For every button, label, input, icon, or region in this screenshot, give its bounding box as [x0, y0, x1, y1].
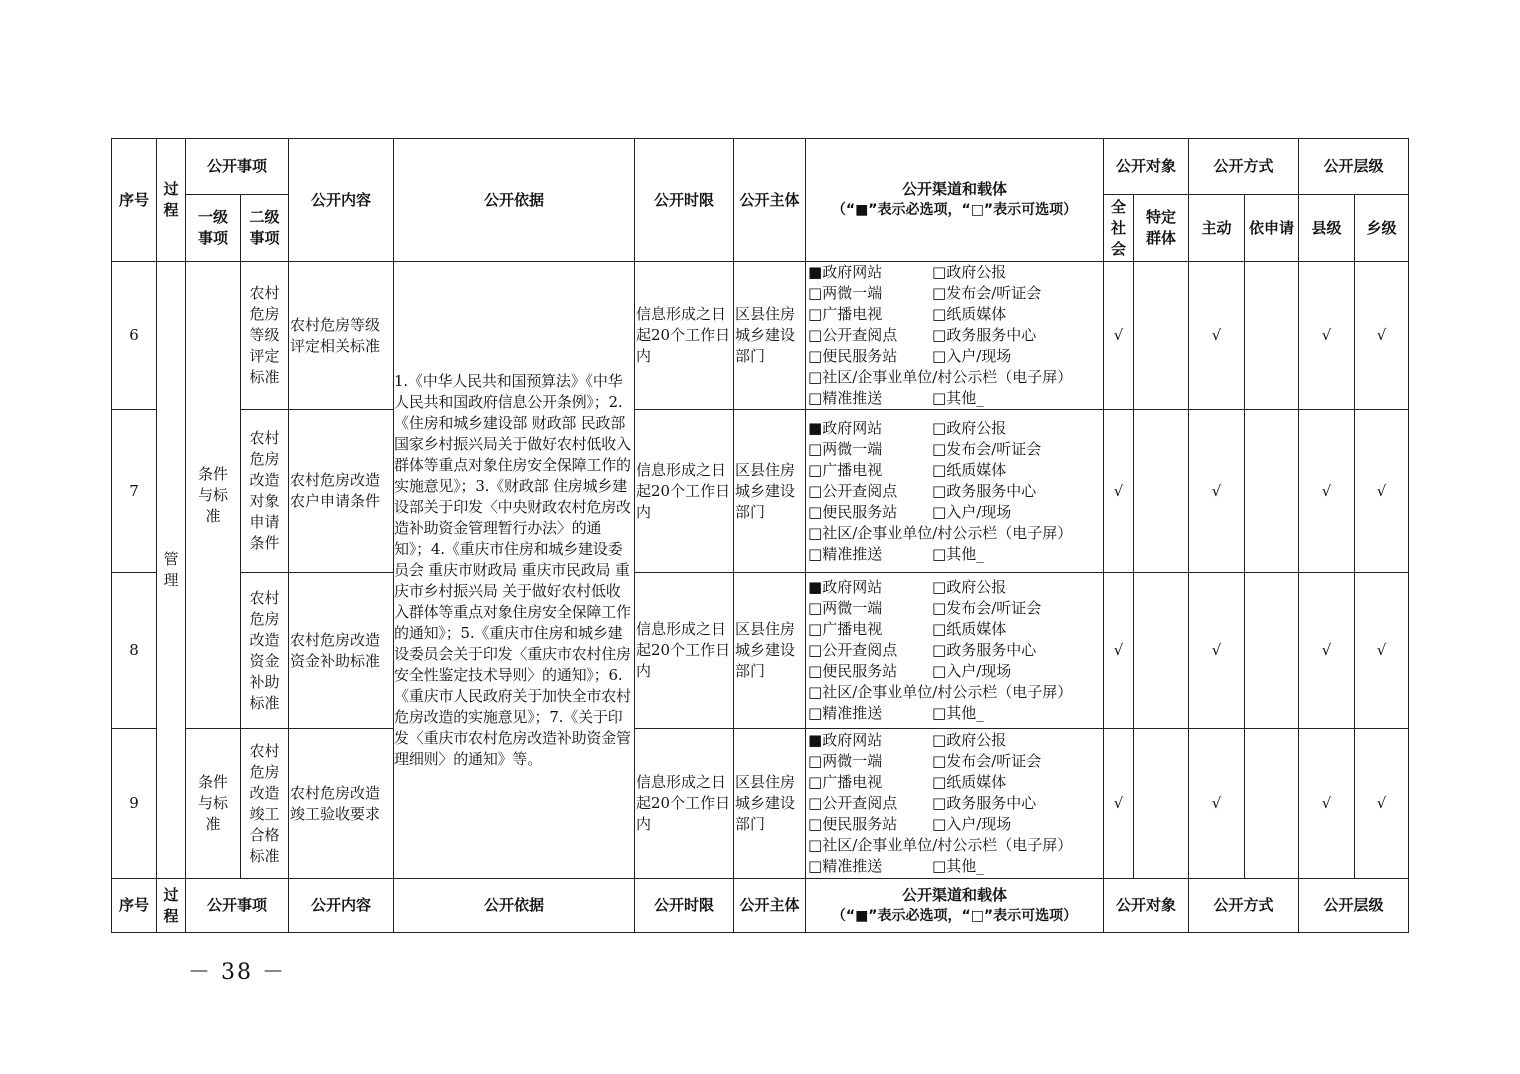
row-target-all: √: [1104, 410, 1134, 573]
header-content: 公开内容: [289, 139, 394, 262]
footer-subject: 公开主体: [734, 879, 806, 933]
row-seq: 7: [112, 410, 157, 573]
channel-option: □公开查阅点: [808, 794, 898, 812]
row-level-county: √: [1299, 262, 1355, 410]
table-row: [112, 410, 1409, 573]
row-seq: 9: [112, 729, 157, 879]
row-level2: [241, 410, 289, 573]
channel-option: □入户/现场: [932, 502, 1012, 521]
channel-option: □政府公报: [932, 418, 1007, 437]
footer-level: 公开层级: [1299, 879, 1409, 933]
header-method-active: 主动: [1189, 195, 1245, 262]
row-time-limit: 信息形成之日起20个工作日内: [635, 729, 734, 879]
row-time-limit: 信息形成之日起20个工作日内: [635, 410, 734, 573]
channel-option-row: [808, 325, 1103, 346]
header-subject: 公开主体: [734, 139, 806, 262]
row-content: 农村危房等级评定相关标准: [289, 262, 394, 410]
channel-option: □公开查阅点: [808, 481, 898, 500]
level1-text-a: 条件与标准: [197, 464, 228, 525]
channel-list: [806, 573, 1104, 729]
channel-option-row: [808, 544, 1103, 565]
channel-option: ■政府网站: [808, 578, 883, 596]
channel-option-row: [808, 523, 1103, 544]
footer-time-limit: 公开时限: [635, 879, 734, 933]
row-level-town: √: [1355, 410, 1409, 573]
header-channel: [806, 139, 1104, 262]
channel-option: □便民服务站: [808, 815, 898, 833]
channel-option: □便民服务站: [808, 347, 898, 365]
row-target-specific: [1134, 729, 1189, 879]
row-target-all: √: [1104, 573, 1134, 729]
channel-option-row: [808, 814, 1103, 835]
channel-option: □入户/现场: [932, 347, 1012, 365]
row-time-limit: 信息形成之日起20个工作日内: [635, 573, 734, 729]
header-channel-title: 公开渠道和载体: [902, 180, 1008, 198]
channel-option-row: [808, 682, 1103, 703]
footer-basis: 公开依据: [394, 879, 635, 933]
header-target-all-text: 全社会: [1111, 197, 1127, 258]
header-level-county: 县级: [1299, 195, 1355, 262]
header-channel-note: （“■”表示必选项，“□”表示可选项）: [831, 202, 1078, 218]
page-number: － 38 －: [188, 960, 286, 985]
channel-option: □发布会/听证会: [932, 752, 1042, 770]
row-method-active: √: [1189, 262, 1245, 410]
channel-option: □精准推送: [808, 544, 883, 563]
channel-option-row: [808, 502, 1103, 523]
channel-option: □发布会/听证会: [932, 439, 1042, 458]
row-content: 农村危房改造农户申请条件: [289, 410, 394, 573]
channel-option: □其他_: [932, 389, 984, 407]
row-method-apply: [1245, 410, 1299, 573]
row-target-all: √: [1104, 262, 1134, 410]
channel-option: □政府公报: [932, 578, 1007, 596]
channel-option-row: [808, 304, 1103, 325]
footer-process: [157, 879, 186, 933]
channel-option: □广播电视: [808, 460, 883, 479]
channel-option: ■政府网站: [808, 418, 883, 437]
channel-option-row: [808, 346, 1103, 367]
row-method-apply: [1245, 573, 1299, 729]
channel-option: □社区/企事业单位/村公示栏（电子屏）: [808, 523, 1073, 542]
level1-text-b: 条件与标准: [197, 773, 228, 833]
channel-option: □两微一端: [808, 284, 883, 302]
header-process-text: 过程: [163, 180, 179, 219]
header-target-specific-text: 特定群体: [1146, 208, 1177, 247]
row-subject: 区县住房城乡建设部门: [734, 573, 806, 729]
row-subject: 区县住房城乡建设部门: [734, 729, 806, 879]
row-method-active: √: [1189, 410, 1245, 573]
channel-option: □入户/现场: [932, 662, 1012, 680]
channel-option-row: [808, 577, 1103, 598]
channel-option: □发布会/听证会: [932, 284, 1042, 302]
level1-cell-a: [186, 262, 241, 729]
channel-option: □精准推送: [808, 389, 883, 407]
channel-option-row: [808, 439, 1103, 460]
row-target-specific: [1134, 573, 1189, 729]
process-cell: [157, 262, 186, 879]
row-level2: [241, 729, 289, 879]
header-method-apply: 依申请: [1245, 195, 1299, 262]
channel-option: □纸质媒体: [932, 460, 1007, 479]
channel-option-row: [808, 460, 1103, 481]
row-level-county: √: [1299, 573, 1355, 729]
row-level2-text: 农村危房改造对象申请条件: [249, 429, 280, 552]
channel-option: ■政府网站: [808, 731, 883, 749]
channel-option-row: [808, 262, 1103, 283]
header-level-town: 乡级: [1355, 195, 1409, 262]
channel-option: □纸质媒体: [932, 773, 1007, 791]
channel-option-row: [808, 481, 1103, 502]
footer-channel: [806, 879, 1104, 933]
footer-method: 公开方式: [1189, 879, 1299, 933]
channel-option-row: [808, 730, 1103, 751]
channel-option-row: [808, 856, 1103, 877]
channel-option: ■政府网站: [808, 263, 883, 281]
footer-channel-title: 公开渠道和载体: [902, 885, 1008, 904]
row-subject: 区县住房城乡建设部门: [734, 410, 806, 573]
row-level2: [241, 573, 289, 729]
channel-option: □政务服务中心: [932, 794, 1037, 812]
header-time-limit: 公开时限: [635, 139, 734, 262]
channel-option-row: [808, 388, 1103, 409]
footer-channel-note: （“■”表示必选项，“□”表示可选项）: [831, 907, 1078, 924]
table-row: [112, 729, 1409, 879]
channel-option-row: [808, 418, 1103, 439]
table-row: [112, 573, 1409, 729]
header-basis: 公开依据: [394, 139, 635, 262]
channel-option-row: [808, 661, 1103, 682]
row-method-apply: [1245, 262, 1299, 410]
channel-option: □两微一端: [808, 752, 883, 770]
disclosure-table: [111, 138, 1409, 933]
channel-option: □广播电视: [808, 620, 883, 638]
footer-header-row: [112, 879, 1409, 933]
process-text: 管理: [163, 550, 179, 589]
footer-process-text: 过程: [163, 885, 179, 925]
channel-option: □政务服务中心: [932, 481, 1037, 500]
channel-option: □精准推送: [808, 857, 883, 875]
row-seq: 6: [112, 262, 157, 410]
channel-option: □社区/企事业单位/村公示栏（电子屏）: [808, 368, 1073, 386]
header-target-all: [1104, 195, 1134, 262]
row-method-active: √: [1189, 573, 1245, 729]
channel-option: □两微一端: [808, 439, 883, 458]
row-level2-text: 农村危房改造竣工合格标准: [249, 741, 280, 865]
channel-option: □政府公报: [932, 731, 1007, 749]
header-level1-text: 一级事项: [197, 208, 228, 247]
header-target: 公开对象: [1104, 139, 1189, 195]
row-method-active: √: [1189, 729, 1245, 879]
channel-option-row: [808, 751, 1103, 772]
channel-list: [806, 410, 1104, 573]
row-level2: [241, 262, 289, 410]
channel-option: □两微一端: [808, 599, 883, 617]
header-level: 公开层级: [1299, 139, 1409, 195]
channel-option: □广播电视: [808, 773, 883, 791]
channel-option-row: [808, 772, 1103, 793]
row-level-town: √: [1355, 262, 1409, 410]
row-target-specific: [1134, 262, 1189, 410]
basis-cell: 1.《中华人民共和国预算法》《中华人民共和国政府信息公开条例》；2.《住房和城乡建设部 财政部 民政部 国家乡村振兴局关于做好农村低收入群体等重点对象住房安全保障工作的实施意见》；3.《财政部 住房城乡建设部关于印发〈中央财政农村危房改造补助资金管理暂行办法〉的通知》；4.《重庆市住房和城乡建设委员会 重庆市财政局 重庆市民政局 重庆市乡村振兴局 关于做好农村低收入群体等重点对象住房安全保障工作的通知》；5.《重庆市住房和城乡建设委员会关于印发〈重庆市农村住房安全性鉴定技术导则〉的通知》；6.《重庆市人民政府关于加快全市农村危房改造的实施意见》；7.《关于印发〈重庆市农村危房改造补助资金管理细则〉的通知》等。: [394, 262, 635, 879]
channel-option: □其他_: [932, 857, 984, 875]
footer-seq: 序号: [112, 879, 157, 933]
channel-option: □政务服务中心: [932, 326, 1037, 344]
channel-option: □公开查阅点: [808, 641, 898, 659]
header-seq: 序号: [112, 139, 157, 262]
channel-option: □其他_: [932, 704, 984, 722]
footer-target: 公开对象: [1104, 879, 1189, 933]
channel-option: □政务服务中心: [932, 641, 1037, 659]
header-level2: [241, 195, 289, 262]
channel-option-row: [808, 367, 1103, 388]
channel-option: □公开查阅点: [808, 326, 898, 344]
footer-matters: 公开事项: [186, 879, 289, 933]
row-target-specific: [1134, 410, 1189, 573]
row-level-county: √: [1299, 729, 1355, 879]
header-matters: 公开事项: [186, 139, 289, 195]
channel-list: [806, 262, 1104, 410]
channel-option: □社区/企事业单位/村公示栏（电子屏）: [808, 836, 1073, 854]
header-level2-text: 二级事项: [249, 208, 280, 247]
channel-option-row: [808, 835, 1103, 856]
header-method: 公开方式: [1189, 139, 1299, 195]
level1-cell-b: [186, 729, 241, 879]
channel-option-row: [808, 793, 1103, 814]
channel-option: □纸质媒体: [932, 305, 1007, 323]
header-process: [157, 139, 186, 262]
header-level1: [186, 195, 241, 262]
row-level-town: √: [1355, 573, 1409, 729]
channel-option: □政府公报: [932, 263, 1007, 281]
row-level2-text: 农村危房等级评定标准: [249, 284, 280, 386]
row-level-county: √: [1299, 410, 1355, 573]
row-method-apply: [1245, 729, 1299, 879]
header-target-specific: [1134, 195, 1189, 262]
row-content: 农村危房改造资金补助标准: [289, 573, 394, 729]
channel-option: □便民服务站: [808, 502, 898, 521]
channel-option-row: [808, 283, 1103, 304]
row-level2-text: 农村危房改造资金补助标准: [249, 588, 280, 712]
row-subject: 区县住房城乡建设部门: [734, 262, 806, 410]
channel-option: □纸质媒体: [932, 620, 1007, 638]
channel-option-row: [808, 619, 1103, 640]
table-row: [112, 262, 1409, 410]
channel-option: □社区/企事业单位/村公示栏（电子屏）: [808, 683, 1073, 701]
channel-option: □广播电视: [808, 305, 883, 323]
channel-option-row: [808, 640, 1103, 661]
row-time-limit: 信息形成之日起20个工作日内: [635, 262, 734, 410]
channel-option: □发布会/听证会: [932, 599, 1042, 617]
channel-option: □其他_: [932, 544, 984, 563]
channel-option: □便民服务站: [808, 662, 898, 680]
channel-list: [806, 729, 1104, 879]
row-level-town: √: [1355, 729, 1409, 879]
row-seq: 8: [112, 573, 157, 729]
row-target-all: √: [1104, 729, 1134, 879]
row-content: 农村危房改造竣工验收要求: [289, 729, 394, 879]
channel-option-row: [808, 598, 1103, 619]
channel-option: □入户/现场: [932, 815, 1012, 833]
channel-option-row: [808, 703, 1103, 724]
footer-content: 公开内容: [289, 879, 394, 933]
channel-option: □精准推送: [808, 704, 883, 722]
